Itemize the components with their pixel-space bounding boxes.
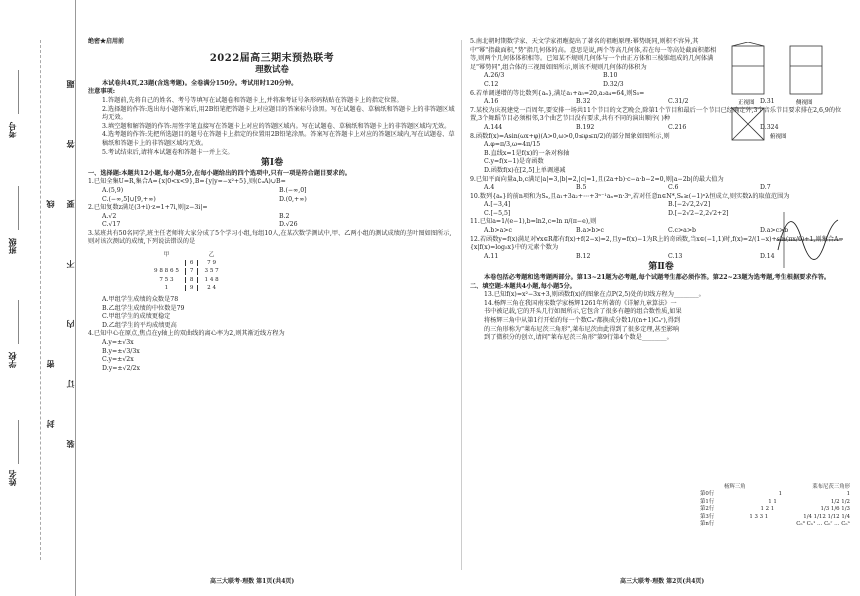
exam-number-line[interactable] — [18, 70, 19, 114]
options — [88, 213, 456, 230]
option: B.直线x=1是f(x)的一条对称轴 — [484, 149, 570, 157]
option: A.4 — [484, 184, 495, 192]
option: A.φ=π/3,ω=4π/15 — [484, 141, 541, 149]
question-4 — [88, 330, 456, 373]
stem-leaf-row — [150, 260, 223, 266]
top-view-label: 俯视图 — [770, 134, 787, 140]
question-stem: 12.若函数y=f(x)满足对∀x∈R都有f(x)+f(2−x)=2,且y=f(x)−1为R上的奇函数,当x∈(−1,1)时,f(x)=2/(1−x)+sin(πx/6)+1,则集合A={x|f(x)=log₅x}中的元素个数为 — [470, 235, 844, 252]
seal-word: 题 — [65, 80, 75, 88]
notice-item: 2.选择题的作答:选出每小题答案后,用2B铅笔把答题卡上对应题目的答案标号涂黑。写在试题卷、草稿纸和答题卡上的非答题区域均无效。 — [102, 105, 455, 122]
option: C.c>a>b — [668, 227, 696, 235]
leibniz-row: 1/4 1/12 1/12 1/4 — [803, 513, 850, 520]
notice-item: 3.填空题和解答题的作答:用签字笔直接写在答题卡上对应的答题区域内。写在试题卷、草稿纸和答题卡上的非答题区域均无效。 — [102, 122, 451, 130]
option: B.a>b>c — [576, 227, 604, 235]
pascal-row: 1 — [778, 491, 783, 498]
leaf-cell: 9 8 8 6 5 — [154, 268, 179, 275]
name-field-label: 姓名 — [7, 470, 17, 486]
options — [470, 184, 852, 193]
stem-leaf-header — [150, 252, 223, 258]
seal-word: 内 — [65, 320, 75, 328]
pascal-row: 1 2 1 — [760, 506, 775, 513]
leaf-cell — [150, 260, 183, 266]
triangles-figure — [700, 484, 850, 528]
option: B.(−∞,0] — [279, 186, 307, 194]
option: D.y=±√2/2x — [102, 364, 140, 372]
binding-strip — [0, 0, 76, 596]
question-3 — [88, 230, 456, 331]
stem-cell: 6 — [185, 260, 199, 266]
question-stem: 3.某班共有50名同学,班主任老师将大家分成了5个学习小组,每组10人,在某次数学测试中,甲、乙两小组的测试成绩的茎叶图如图所示,则对该次测试的成绩,下列说法错误的是 — [88, 229, 452, 246]
question-stem: 8.函数f(x)=Asin(ωx+φ)(A>0,ω>0,0≤φ≤π/2)的部分图象如图所示,则 — [470, 132, 670, 140]
option: B.[−2√2,2√2] — [668, 201, 711, 209]
option: B.12 — [576, 252, 591, 260]
class-line[interactable] — [18, 186, 19, 230]
option: C.√17 — [102, 221, 121, 229]
triangle-row — [700, 514, 850, 521]
question-stem: 11.已知a=1/(e−1),b=ln2,c=ln π/(π−e),则 — [470, 218, 597, 226]
side-view — [790, 46, 822, 94]
option: C.y=f(x−1)是奇函数 — [484, 158, 544, 166]
leibniz-row: 1/3 1/6 1/3 — [820, 506, 850, 513]
option: C.(−∞,5]∪[9,+∞) — [102, 195, 156, 203]
stem-leaf-row — [150, 268, 223, 274]
option: D.14 — [760, 252, 775, 260]
option: D.32/3 — [603, 80, 624, 88]
school-line[interactable] — [18, 300, 19, 344]
question-stem: 2.已知复数z满足(3+i)·z=1+7i,则|z−3i|= — [88, 204, 208, 212]
part-2-intro: 本卷包括必考题和选考题两部分。第13~21题为必考题,每个试题考生都必须作答。第22~23题为选考题,考生根据要求作答。 — [484, 274, 831, 282]
seal-word: 不 — [65, 260, 75, 268]
pascal-row: 1 3 3 1 — [749, 513, 769, 520]
stem-cell: 9 — [185, 285, 199, 291]
options — [88, 187, 456, 204]
option: C.甲组学生的成绩更稳定 — [102, 313, 171, 321]
option: D.[−2√2−2,2√2+2] — [668, 209, 729, 217]
option: A.甲组学生成绩的众数是78 — [102, 296, 179, 304]
option: A.√2 — [102, 212, 117, 220]
question-stem: 5.南北朝时期数学家、天文学家祖暅提出了著名的祖暅原理:幂势既同,则积不容异,其中"幂"指截面积,"势"指几何体的高。意思是说,两个等高几何体,若在每一等高处截面积都相等,则两个几何体体积相等。已知某不规则几何体与一个由正方体和三棱锥组成的几何体满足"幂势同",组合体的三视图如图所示,则该不规则几何体的体积为 — [470, 38, 717, 71]
page-1 — [88, 38, 456, 373]
question-9 — [470, 176, 852, 193]
pascal-title: 杨辉三角 — [724, 484, 746, 490]
seal-word: 封 — [45, 420, 55, 428]
leaf-cell: 1 4 8 — [204, 276, 219, 283]
option: B.乙组学生成绩的中位数是79 — [102, 304, 185, 312]
seal-word: 要 — [65, 200, 75, 208]
option: A.(5,9) — [102, 186, 124, 194]
option: A.16 — [484, 98, 499, 106]
option: D.函数f(x)在[2,5]上单调递减 — [484, 166, 566, 174]
triangle-row — [700, 491, 850, 498]
question-1 — [88, 178, 456, 204]
class-field-label: 班级 — [7, 238, 17, 254]
options — [470, 72, 722, 89]
option: D.√26 — [279, 221, 298, 229]
header-cell: 甲 — [163, 252, 170, 259]
stem-cell: 8 — [185, 277, 199, 283]
option: C.y=±√2x — [102, 356, 134, 364]
seal-word: 订 — [65, 380, 75, 388]
option: C.12 — [484, 80, 499, 88]
stem-leaf-row — [150, 277, 223, 283]
option: B.5 — [576, 184, 587, 192]
option: C.[−5,5] — [484, 209, 511, 217]
leibniz-row: 1/2 1/2 — [830, 498, 850, 505]
choice-instruction: 一、选择题:本题共12小题,每小题5分,在每小题给出的四个选项中,只有一项是符合题目要求的。 — [88, 169, 351, 177]
leaf-cell: 7 9 — [207, 260, 217, 267]
leaf-cell: 2 4 — [207, 284, 217, 291]
option: A.y=±√3x — [102, 339, 134, 347]
question-stem: 4.已知中心在原点,焦点在y轴上的双曲线的离心率为2,则其渐近线方程为 — [88, 330, 285, 338]
header-cell — [185, 252, 199, 258]
question-stem: 6.若单调递增的等比数列{aₙ},满足a₁+a₅=20,a₂a₄=64,则S₅= — [470, 89, 645, 97]
option: B.10 — [603, 72, 618, 80]
row-label: 第1行 — [700, 498, 715, 505]
option: D.a>c>b — [760, 227, 789, 235]
seal-word: 答 — [65, 140, 75, 148]
part-2-heading: 第Ⅱ卷 — [648, 262, 674, 273]
side-view-label: 侧视图 — [796, 100, 813, 106]
stem-leaf-row — [150, 285, 223, 291]
question-stem: 9.已知平面向量a,b,c满足|a|=3,|b|=2,|c|=1,且(2a+b)·c−a·b−2=0,则|a−2b|的最大值为 — [470, 175, 724, 183]
seal-word: 密 — [45, 360, 55, 368]
leibniz-title: 莱布尼茨三角形 — [812, 484, 850, 490]
pascal-row: 1 1 — [768, 498, 777, 505]
exam-intro: 本试卷共4页,23题(含选考题)。全卷满分150分。考试用时120分钟。 — [102, 79, 298, 87]
notice-item: 4.选考题的作答:先把所选题目的题号在答题卡上指定的位置用2B铅笔涂黑。答案写在答题卡上对应的答题区域内,写在试题卷、草稿纸和答题卡上的非答题区域均无效。 — [102, 131, 455, 147]
front-view — [732, 46, 764, 94]
seal-dashed-line — [40, 40, 41, 560]
option: A.144 — [484, 123, 503, 131]
option: C.31/2 — [668, 98, 689, 106]
question-stem: 1.已知全集U=R,集合A={x|0<x<9},B={y|y=−x²+5},则(∁ᵤA)∪B= — [88, 178, 286, 186]
triangle-headers — [700, 484, 850, 491]
three-view-figure — [726, 42, 846, 152]
leaf-cell: 1 — [164, 284, 169, 291]
exam-number-field-label: 考号 — [7, 122, 17, 138]
exam-title: 2022届高三期末预热联考 — [209, 52, 335, 64]
school-field-label: 学校 — [7, 352, 17, 368]
leibniz-row: 1 — [846, 491, 850, 498]
front-view-apex — [732, 42, 764, 46]
row-label: 第0行 — [700, 491, 715, 498]
page-1-footer: 高三大联考·理数 第1页(共4页) — [210, 578, 295, 585]
option: A.b>a>c — [484, 227, 512, 235]
notice-item: 1.答题前,先将自己的姓名、考号等填写在试题卷和答题卡上,并将准考证号条形码粘贴在答题卡上的指定位置。 — [102, 96, 403, 104]
option: B.y=±√3/3x — [102, 347, 140, 355]
row-label: 第2行 — [700, 506, 715, 513]
page-divider — [461, 40, 462, 570]
exam-subtitle: 理数试卷 — [255, 64, 289, 75]
option: A.[−3,4] — [484, 201, 511, 209]
triangle-row — [700, 521, 850, 528]
row-label: 第n行 — [700, 521, 715, 528]
option: A.11 — [484, 252, 499, 260]
header-cell: 乙 — [208, 252, 215, 259]
option: B.2 — [279, 212, 290, 220]
question-stem: 10.数列{aₙ}的前n项和为Sₙ,且a₁+3a₂+⋯+3ⁿ⁻¹aₙ=n·3ⁿ,若对任意n∈N*,Sₙ≥(−1)ⁿλ恒成立,则实数λ的取值范围为 — [470, 192, 790, 200]
option: D.31 — [760, 98, 775, 106]
question-13: 13.已知f(x)=x²−3x+3,则函数f(x)的图象在点P(2,5)处的切线方程为________。 — [484, 291, 705, 299]
option: D.7 — [760, 184, 771, 192]
part-1-heading: 第Ⅰ卷 — [260, 158, 284, 169]
name-line[interactable] — [18, 420, 19, 464]
triangle-row — [700, 499, 850, 506]
option: D.(0,+∞) — [279, 195, 307, 203]
question-stem: 7.某校为庆祝建党一百周年,要安排一场共11个节目的文艺晚会,除第1个节目和最后一个节目已经确定外,3个音乐节目要求排在2,6,9的位置,3个舞蹈节目必须相邻,3个曲艺节目没有要求,共有不同的演出顺序( )种 — [470, 106, 842, 123]
page-2-footer: 高三大联考·理数 第2页(共4页) — [620, 578, 705, 585]
pascal-nth-row: Cₙ⁰ Cₙ¹ … Cₙʳ … Cₙⁿ — [796, 521, 850, 528]
option: B.192 — [576, 123, 595, 131]
option: D.乙组学生的平均成绩更高 — [102, 321, 177, 329]
row-label: 第3行 — [700, 513, 715, 520]
option: A.26/3 — [484, 72, 505, 80]
question-14: 14.杨辉三角在我国南宋数学家杨辉1261年所著的《详解九章算法》一书中被记载,它的开头几行如图所示,它包含了很多有趣的组合数性质,如果将杨辉三角中从第1行开始的每一个数Cₙʳ都换成分数1/((n+1)Cₙʳ),得到的三角形称为"莱布尼茨三角形",莱布尼茨由此得到了很多定理,甚至影响到了微积分的创立,请问"莱布尼茨三角形"第9行第4个数是________。 — [484, 299, 682, 342]
stem-cell: 7 — [185, 268, 199, 274]
front-view-label: 正视图 — [738, 100, 755, 106]
option: D.324 — [760, 123, 779, 131]
option: B.32 — [576, 98, 591, 106]
stem-leaf-plot — [148, 250, 225, 293]
question-2 — [88, 204, 456, 230]
triangle-row — [700, 506, 850, 513]
seal-word: 装 — [65, 440, 75, 448]
leaf-cell: 7 5 3 — [159, 276, 174, 283]
notice-title: 注意事项: — [88, 88, 116, 96]
leaf-cell: 3 5 7 — [204, 268, 219, 275]
option: C.216 — [668, 123, 687, 131]
sine-graph-figure — [772, 210, 844, 270]
fill-title: 二、填空题:本题共4小题,每小题5分。 — [470, 282, 576, 290]
option: C.13 — [668, 252, 683, 260]
seal-word: 线 — [45, 200, 55, 208]
secret-label: 绝密★启用前 — [88, 38, 125, 45]
notice-item: 5.考试结束后,请将本试题卷和答题卡一并上交。 — [102, 148, 234, 156]
option: C.6 — [668, 184, 679, 192]
